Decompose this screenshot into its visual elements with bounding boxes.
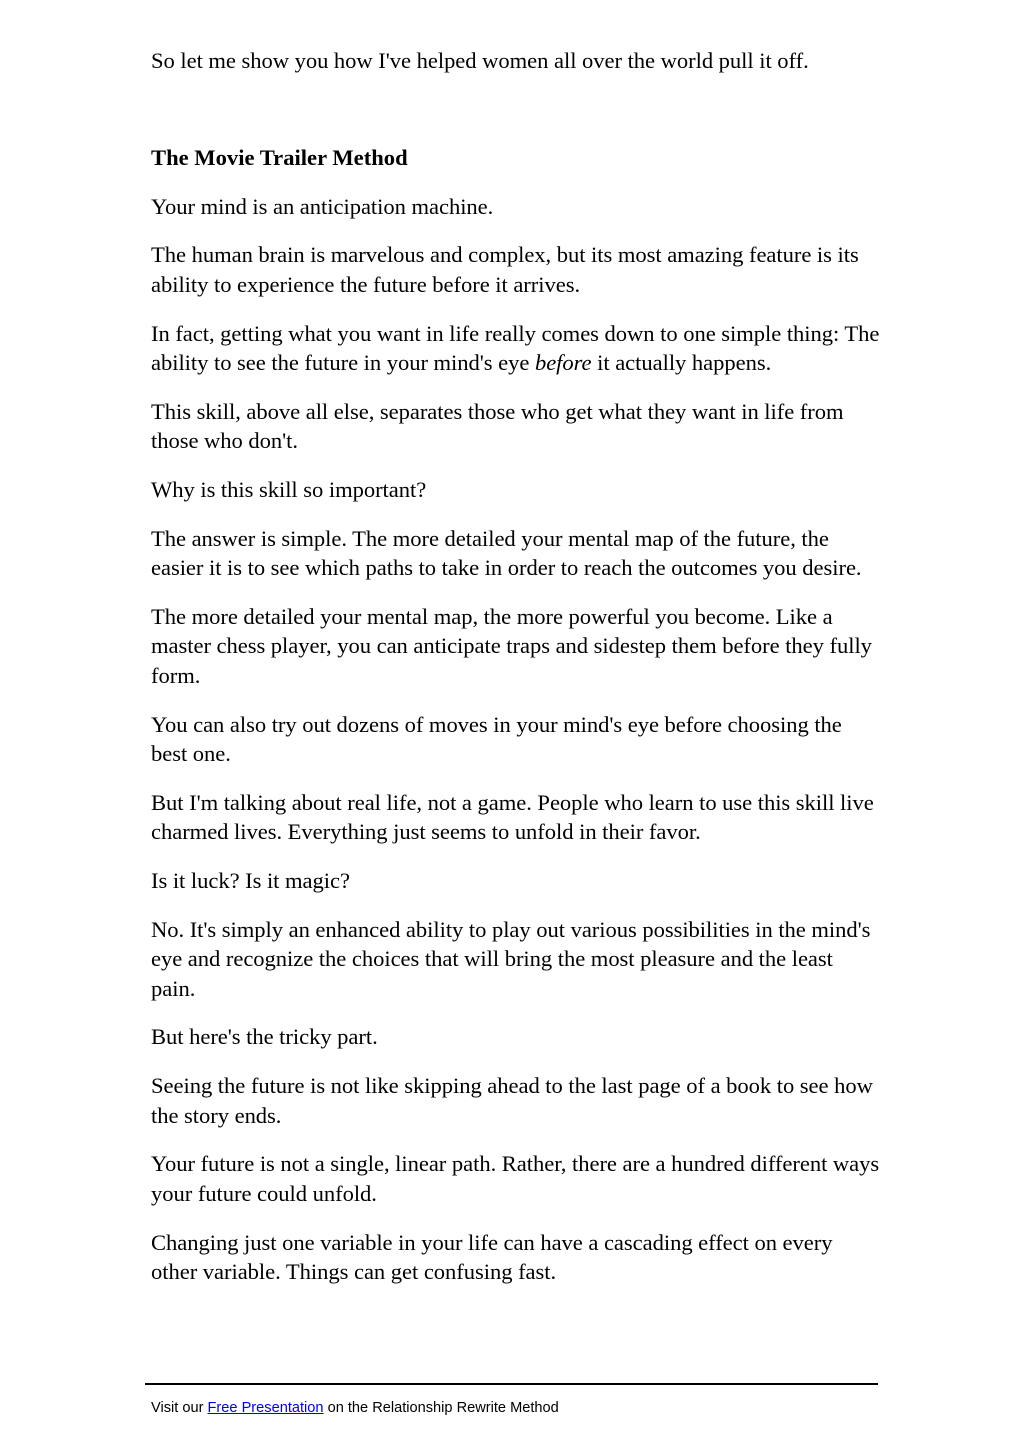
paragraph-3-start: In fact, getting what you want in life really comes down to one simple thing: The ability to see the future in your mind's eye: [151, 320, 880, 375]
footer-prefix: Visit our: [151, 1400, 208, 1416]
intro-paragraph: So let me show you how I've helped women all over the world pull it off.: [151, 48, 809, 73]
paragraph-2: The human brain is marvelous and complex, but its most amazing feature is its ability to experience the future before it arrives.: [151, 242, 859, 297]
paragraph-8: You can also try out dozens of moves in your mind's eye before choosing the best one.: [151, 711, 842, 767]
paragraph-4: This skill, above all else, separates those who get what they want in life from those who don't.: [151, 398, 844, 454]
section-spacer: [151, 95, 881, 143]
paragraph-9: But I'm talking about real life, not a game. People who learn to use this skill live charmed lives. Everything just seems to unfold in their favor.: [151, 789, 874, 845]
paragraph-11: No. It's simply an enhanced ability to play out various possibilities in the mind's eye and recognize the choices that will bring the most pleasure and the least pain.: [151, 916, 871, 1001]
paragraph-3: [151, 319, 881, 378]
footer: [151, 1399, 559, 1417]
paragraph-3-emphasis: before: [534, 350, 592, 375]
paragraph-12: But here's the tricky part.: [151, 1024, 378, 1050]
paragraph-10: Is it luck? Is it magic?: [151, 868, 350, 894]
document-body: [151, 46, 881, 1306]
footer-divider: [145, 1383, 878, 1385]
paragraph-13: Seeing the future is not like skipping ahead to the last page of a book to see how the story ends.: [151, 1073, 873, 1128]
paragraph-5: Why is this skill so important?: [151, 477, 427, 502]
footer-suffix: on the Relationship Rewrite Method: [323, 1400, 559, 1416]
free-presentation-link[interactable]: Free Presentation: [207, 1400, 324, 1416]
paragraph-6: The answer is simple. The more detailed your mental map of the future, the easier it is to see which paths to take in order to reach the outcomes you desire.: [151, 525, 862, 581]
paragraph-7: The more detailed your mental map, the more powerful you become. Like a master chess player, you can anticipate traps and sidestep them before they fully form.: [151, 604, 872, 688]
paragraph-3-end: it actually happens.: [591, 350, 772, 375]
paragraph-15: Changing just one variable in your life can have a cascading effect on every other variable. Things can get confusing fast.: [151, 1229, 833, 1285]
section-heading: The Movie Trailer Method: [151, 144, 408, 170]
paragraph-1: Your mind is an anticipation machine.: [151, 193, 494, 219]
paragraph-14: Your future is not a single, linear path. Rather, there are a hundred different ways your future could unfold.: [151, 1151, 880, 1206]
